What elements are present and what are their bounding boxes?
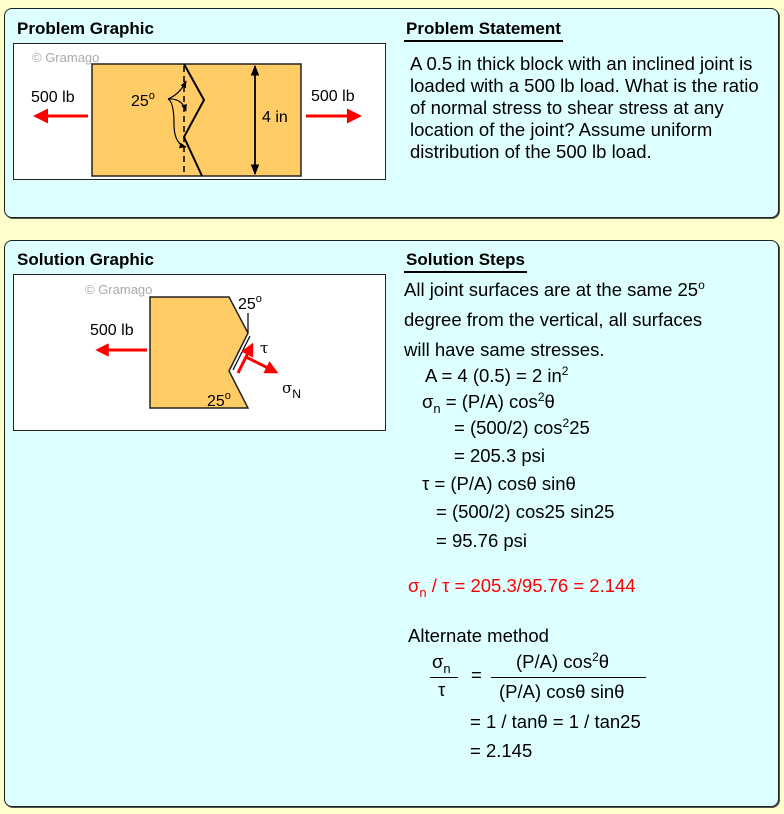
intro-line-3: will have same stresses.: [404, 339, 605, 360]
rhs-numerator: (P/A) $\cos^2\theta$: [516, 650, 610, 672]
tau-label: τ: [260, 339, 269, 357]
solution-steps-heading: Solution Steps: [404, 250, 527, 273]
sigma-substitution: = (500/2) $\cos^225$: [454, 416, 590, 438]
problem-panel: [4, 8, 779, 218]
rhs-fraction-bar: [491, 677, 646, 678]
free-body-block: [150, 297, 248, 408]
problem-graphic: [13, 43, 386, 180]
angle-bottom-label: 25$^o$: [207, 390, 231, 410]
solution-diagram: [14, 275, 385, 430]
left-load-label: 500 lb: [31, 89, 75, 106]
ratio-result: $\sigma_n / \tau = 205.3/95.76 = 2.144$: [408, 575, 636, 600]
alternate-step-2: = 1 / tanθ = 1 / tan25: [470, 711, 641, 732]
rhs-fraction: [491, 651, 651, 701]
sigma-arrow: [246, 357, 276, 372]
problem-statement-heading: Problem Statement: [404, 19, 563, 42]
right-load-label: 500 lb: [311, 88, 355, 105]
problem-graphic-heading: Problem Graphic: [17, 19, 154, 38]
lhs-denominator: τ: [438, 679, 446, 700]
tau-formula: τ = (P/A) cosθ sinθ: [422, 473, 576, 494]
problem-diagram: [14, 44, 385, 179]
watermark: © Gramago: [32, 50, 100, 65]
tau-substitution: = (500/2) cos25 sin25: [436, 501, 615, 522]
intro-line-2: degree from the vertical, all surfaces: [404, 309, 703, 330]
problem-statement-text: A 0.5 in thick block with an inclined joint is loaded with a 500 lb load. What is the ratio of normal stress to shear stress at any location of the joint? Assume uniform distribution of the 500 lb load.: [410, 53, 759, 162]
sigma-label: $\sigma_N$: [282, 379, 301, 401]
lhs-fraction-bar: [430, 677, 458, 678]
solution-graphic: [13, 274, 386, 431]
rhs-denominator: (P/A) cosθ sinθ: [499, 681, 625, 702]
sigma-result: = 205.3 psi: [454, 445, 546, 466]
alternate-equals: =: [471, 664, 482, 685]
alternate-method-title: Alternate method: [408, 625, 549, 646]
lhs-fraction: [430, 651, 460, 701]
tau-result: = 95.76 psi: [436, 530, 528, 551]
intro-line-1: All joint surfaces are at the same 25$^o$: [404, 278, 705, 300]
solution-panel: [4, 240, 779, 807]
watermark: © Gramago: [85, 282, 153, 297]
angle-top-label: 25$^o$: [238, 293, 262, 313]
lhs-numerator: $\sigma_n$: [432, 651, 451, 676]
alternate-result: = 2.145: [470, 740, 533, 761]
solution-graphic-heading: Solution Graphic: [17, 250, 154, 269]
load-label: 500 lb: [90, 322, 134, 339]
sigma-formula: $\sigma_n = (P/A)$ $\cos^2\theta$: [422, 390, 555, 416]
angle-label: 25$^o$: [131, 90, 155, 110]
height-label: 4 in: [262, 109, 288, 126]
area-equation: A = 4 (0.5) = 2 $in^2$: [425, 364, 569, 386]
